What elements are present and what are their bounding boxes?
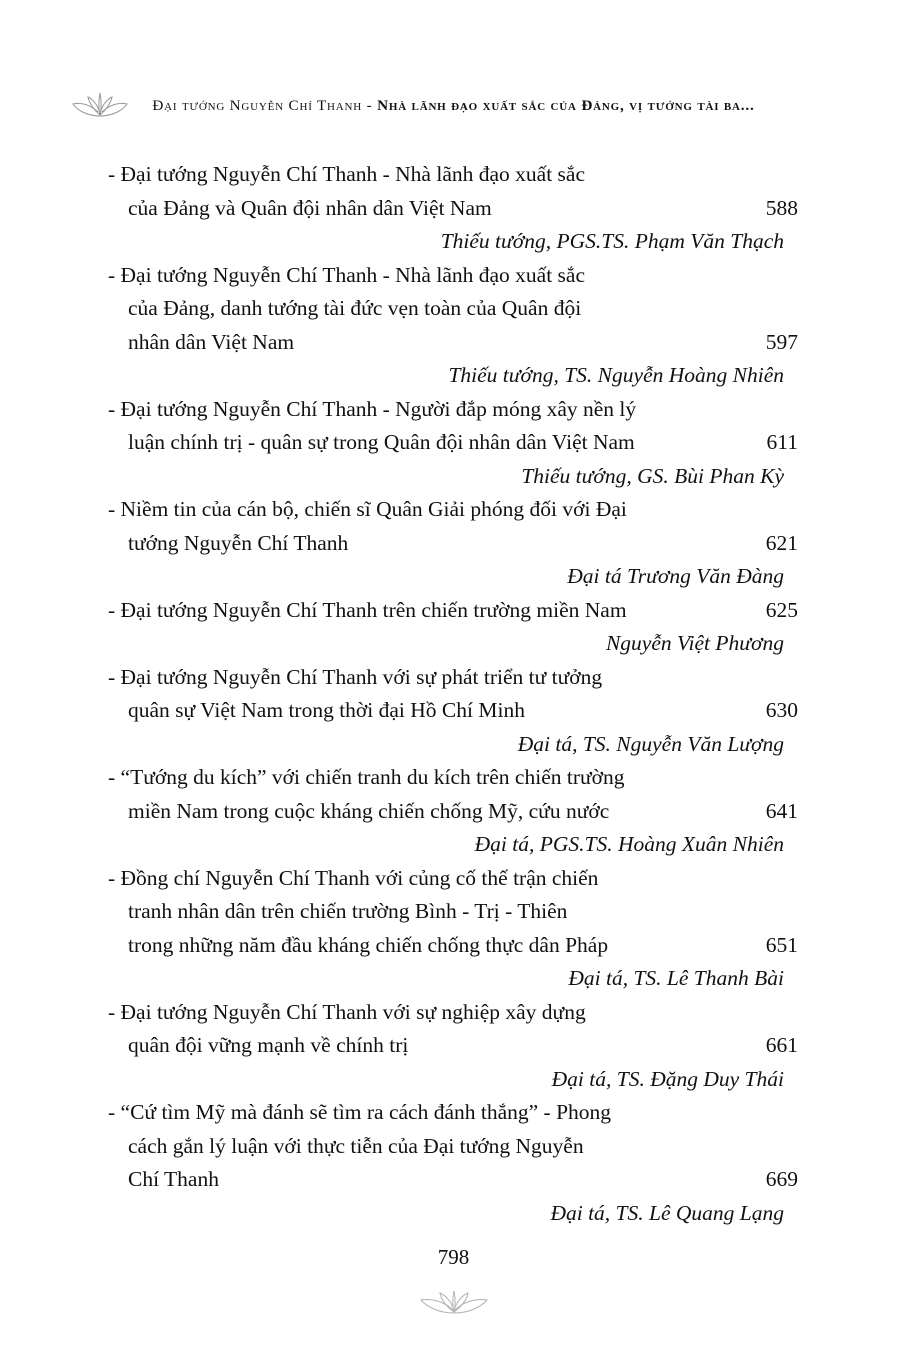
toc-entry-author: Thiếu tướng, PGS.TS. Phạm Văn Thạch (440, 229, 784, 253)
header-title (152, 97, 754, 115)
toc-entry-line: của Đảng, danh tướng tài đức vẹn toàn của Quân đội (128, 296, 582, 320)
toc-entry-page: 630 (765, 698, 798, 722)
toc-entry-line: - Đại tướng Nguyễn Chí Thanh - Nhà lãnh đạo xuất sắc (108, 162, 585, 186)
toc-entry-line: - Đại tướng Nguyễn Chí Thanh với sự nghiệp xây dựng (108, 999, 586, 1024)
header-title-part2: Nhà lãnh đạo xuất sắc của Đảng, vị tướng tài ba... (377, 97, 755, 114)
toc-entry-line: của Đảng và Quân đội nhân dân Việt Nam (128, 195, 492, 220)
toc-entry[interactable] (108, 1096, 798, 1230)
table-of-contents (108, 158, 798, 1230)
toc-entry-page: 625 (765, 597, 798, 622)
toc-entry-line: - “Cứ tìm Mỹ mà đánh sẽ tìm ra cách đánh thắng” - Phong (108, 1100, 612, 1124)
toc-entry-author: Đại tá, TS. Lê Quang Lạng (550, 1200, 784, 1225)
toc-entry-author: Thiếu tướng, TS. Nguyễn Hoàng Nhiên (448, 363, 784, 387)
toc-entry[interactable] (108, 661, 798, 762)
toc-entry[interactable] (108, 393, 798, 494)
toc-entry-page: 611 (766, 430, 798, 454)
toc-entry-line: quân sự Việt Nam trong thời đại Hồ Chí Minh (128, 698, 525, 722)
toc-entry-author: Đại tá, PGS.TS. Hoàng Xuân Nhiên (474, 832, 784, 856)
toc-entry-line: quân đội vững mạnh về chính trị (128, 1033, 409, 1057)
toc-entry[interactable] (108, 259, 798, 393)
toc-entry-author: Nguyễn Việt Phương (605, 631, 784, 655)
toc-entry-author: Thiếu tướng, GS. Bùi Phan Kỳ (521, 463, 784, 488)
toc-entry-author: Đại tá, TS. Lê Thanh Bài (568, 966, 784, 990)
lotus-ornament-icon (65, 88, 135, 122)
toc-entry-line: - Đại tướng Nguyễn Chí Thanh trên chiến trường miền Nam (108, 597, 627, 622)
toc-entry-line: luận chính trị - quân sự trong Quân đội nhân dân Việt Nam (128, 430, 635, 454)
toc-entry-page: 661 (765, 1033, 798, 1057)
toc-entry-line: - Niềm tin của cán bộ, chiến sĩ Quân Giải phóng đối với Đại (108, 497, 627, 521)
lotus-ornament-icon (409, 1288, 499, 1318)
toc-entry[interactable] (108, 158, 798, 259)
toc-entry-author: Đại tá, TS. Nguyễn Văn Lượng (517, 731, 784, 756)
toc-entry-line: - Đại tướng Nguyễn Chí Thanh - Người đắp móng xây nền lý (108, 396, 637, 421)
toc-entry-line: - “Tướng du kích” với chiến tranh du kích trên chiến trường (108, 765, 625, 789)
toc-entry-line: - Đại tướng Nguyễn Chí Thanh với sự phát triển tư tưởng (108, 664, 603, 689)
header-title-part1: Đại tướng Nguyễn Chí Thanh - (152, 97, 378, 114)
toc-entry-line: tranh nhân dân trên chiến trường Bình - Trị - Thiên (128, 899, 568, 923)
toc-entry-page: 597 (765, 329, 798, 354)
toc-entry[interactable] (108, 493, 798, 594)
toc-entry-line: miền Nam trong cuộc kháng chiến chống Mỹ, cứu nước (128, 798, 610, 823)
toc-entry-line: - Đồng chí Nguyễn Chí Thanh với củng cố thế trận chiến (108, 865, 599, 890)
toc-entry-page: 588 (765, 195, 798, 220)
toc-entry-page: 651 (765, 932, 798, 957)
toc-entry-author: Đại tá, TS. Đặng Duy Thái (551, 1066, 784, 1091)
toc-entry-author: Đại tá Trương Văn Đàng (567, 564, 784, 588)
toc-entry-line: Chí Thanh (128, 1167, 219, 1191)
running-header (60, 86, 847, 126)
toc-entry-line: tướng Nguyễn Chí Thanh (128, 530, 349, 555)
toc-entry-line: nhân dân Việt Nam (128, 329, 295, 354)
toc-entry-line: - Đại tướng Nguyễn Chí Thanh - Nhà lãnh đạo xuất sắc (108, 262, 585, 287)
toc-entry[interactable] (108, 862, 798, 996)
toc-entry[interactable] (108, 996, 798, 1097)
page-number: 798 (437, 1245, 470, 1269)
toc-entry[interactable] (108, 761, 798, 862)
toc-entry-page: 621 (765, 530, 798, 555)
toc-entry-page: 669 (765, 1167, 798, 1191)
toc-entry-page: 641 (765, 798, 798, 823)
toc-entry-line: cách gắn lý luận với thực tiễn của Đại tướng Nguyễn (128, 1133, 584, 1158)
toc-entry[interactable] (108, 594, 798, 661)
toc-entry-line: trong những năm đầu kháng chiến chống thực dân Pháp (128, 932, 609, 957)
